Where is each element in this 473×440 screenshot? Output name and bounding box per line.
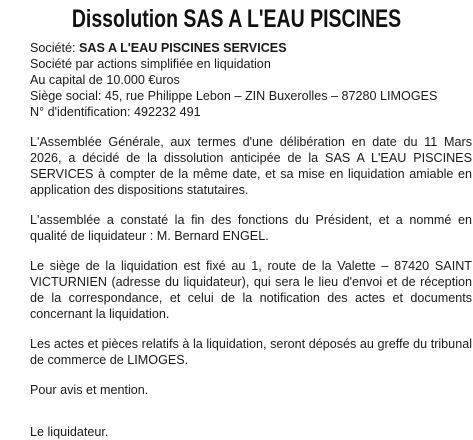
- paragraph-liquidator: L'assemblée a constaté la fin des fonctions du Président, et a nommé en qualité de liquidateur : M. Bernard ENGEL.: [30, 213, 472, 243]
- company-name: SAS A L'EAU PISCINES SERVICES: [79, 41, 287, 55]
- notice-title: Dissolution SAS A L'EAU PISCINES: [71, 5, 402, 33]
- company-name-line: [30, 40, 472, 56]
- company-office: Siège social: 45, rue Philippe Lebon – ZIN Buxerolles – 87280 LIMOGES: [30, 89, 438, 103]
- notice-body: [30, 40, 472, 440]
- company-id: N° d'identification: 492232 491: [30, 105, 201, 119]
- paragraph-signature: Le liquidateur.: [30, 425, 109, 439]
- paragraph-notice: Pour avis et mention.: [30, 383, 149, 397]
- company-capital: Au capital de 10.000 €uros: [30, 73, 180, 87]
- company-label: Société:: [30, 41, 80, 55]
- paragraph-seat: Le siège de la liquidation est fixé au 1, route de la Valette – 87420 SAINT VICTURNIEN (adresse du liquidateur), qui sera le lieu d'envoi et de réception de la correspondance, et celui de la notification des actes et documents concernant la liquidation.: [30, 259, 472, 321]
- company-details: [30, 40, 472, 120]
- company-form: Société par actions simplifiée en liquidation: [30, 57, 271, 71]
- paragraph-dissolution: L'Assemblée Générale, aux termes d'une délibération en date du 11 Mars 2026, a décidé de la dissolution anticipée de la SAS A L'EAU PISCINES SERVICES à compter de la même date, et sa mise en liquidation amiable en application des dispositions statutaires.: [30, 135, 472, 197]
- paragraph-filing: Les actes et pièces relatifs à la liquidation, seront déposés au greffe du tribunal de commerce de LIMOGES.: [30, 337, 472, 367]
